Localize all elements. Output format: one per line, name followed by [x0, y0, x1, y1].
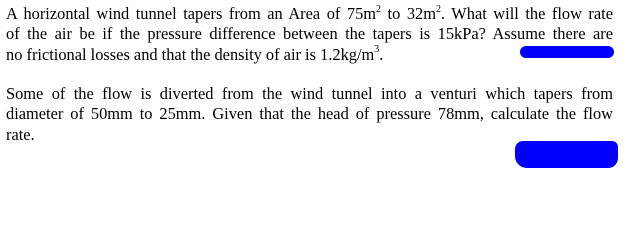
- redaction-mark-2: [515, 141, 618, 168]
- area-exponent-1: 2: [376, 3, 382, 15]
- question-1-line-1-end: . What will the flow rate: [440, 4, 613, 23]
- question-1-line-3-text: no frictional losses and that the density of air is 1.2kg/m: [6, 44, 375, 64]
- question-2-line-2: diameter of 50mm to 25mm. Given that the head of pressure 78mm, calculate the flow: [6, 104, 613, 124]
- question-1-line-3-end: .: [379, 44, 384, 64]
- redaction-mark-1: [520, 46, 614, 58]
- question-1-line-1: [6, 4, 613, 24]
- question-2-paragraph: [6, 84, 613, 145]
- question-1-line-1-text: A horizontal wind tunnel tapers from an Area of 75m: [6, 4, 377, 23]
- question-2-line-1: Some of the flow is diverted from the wind tunnel into a venturi which tapers from: [6, 84, 613, 103]
- question-2-line-3: rate.: [6, 124, 35, 144]
- density-exponent: 3: [374, 44, 380, 56]
- question-1-line-1-mid: to 32m: [381, 4, 436, 23]
- question-1-line-2: of the air be if the pressure difference between the tapers is 15kPa? Assume there are: [6, 24, 613, 44]
- area-exponent-2: 2: [435, 3, 441, 15]
